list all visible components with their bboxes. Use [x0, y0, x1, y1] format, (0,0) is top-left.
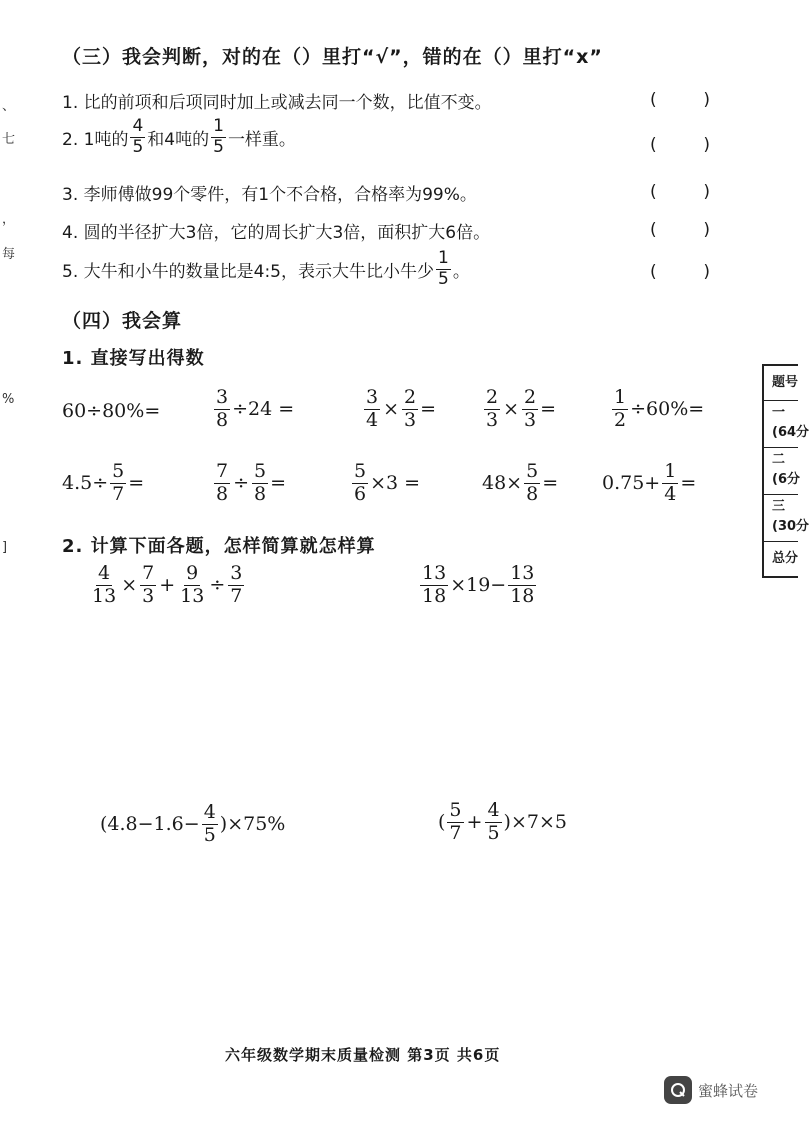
fraction: $\frac{7}{8}$ [216, 460, 229, 505]
fraction: $\frac{3}{7}$ [230, 562, 243, 607]
oral-calc-2-3: $\frac{5}{6}$ ×3 = [354, 460, 421, 505]
fraction: $\frac{4}{5}$ [132, 116, 144, 157]
oral-calc-1-1: 60÷80%= [62, 400, 161, 422]
oral-calc-1-5: $\frac{1}{2}$ ÷60%= [614, 386, 705, 431]
fraction: $\frac{3}{4}$ [366, 386, 379, 431]
calc-problem-3: (4.8−1.6− $\frac{4}{5}$ )×75% [100, 801, 286, 846]
judge-item-4: 4. 圆的半径扩大3倍，它的周长扩大3倍，面积扩大6倍。 [62, 223, 491, 243]
fraction: $\frac{4}{5}$ [203, 801, 216, 846]
judge-item-3: 3. 李师傅做99个零件，有1个不合格，合格率为99%。 [62, 185, 477, 205]
calc-problem-1: $\frac{4}{13}$ × $\frac{7}{3}$ + $\frac{9}{13}$ ÷ $\frac{3}{7}$ [92, 562, 243, 607]
fraction: $\frac{7}{3}$ [142, 562, 155, 607]
fraction: $\frac{4}{5}$ [487, 799, 500, 844]
sub-title-1: 1. 直接写出得数 [62, 348, 205, 369]
fraction: $\frac{9}{13}$ [180, 562, 205, 607]
fraction: $\frac{3}{8}$ [216, 386, 229, 431]
fraction: $\frac{4}{13}$ [92, 562, 117, 607]
edge-mark: 、 [2, 99, 16, 114]
answer-paren-2[interactable]: ( ) [650, 135, 710, 155]
oral-calc-1-4: $\frac{2}{3}$ × $\frac{2}{3}$ = [486, 386, 557, 431]
answer-paren-4[interactable]: ( ) [650, 220, 710, 240]
fraction: $\frac{1}{5}$ [437, 248, 449, 289]
answer-paren-3[interactable]: ( ) [650, 182, 710, 202]
oral-calc-2-4: 48× $\frac{5}{8}$ = [482, 460, 559, 505]
judge-item-5: 5. 大牛和小牛的数量比是4:5，表示大牛比小牛少 $\frac{1}{5}$ 。 [62, 248, 470, 289]
fraction: $\frac{2}{3}$ [524, 386, 537, 431]
judge-item-1: 1. 比的前项和后项同时加上或减去同一个数，比值不变。 [62, 93, 492, 113]
fraction: $\frac{5}{6}$ [354, 460, 367, 505]
edge-mark: % [2, 392, 15, 407]
oral-calc-2-5: 0.75+ $\frac{1}{4}$ = [602, 460, 697, 505]
judge-item-2: 2. 1吨的 $\frac{4}{5}$ 和4吨的 $\frac{1}{5}$ 一样重。 [62, 116, 296, 157]
watermark-logo [664, 1076, 758, 1104]
fraction: $\frac{13}{18}$ [422, 562, 447, 607]
score-table [762, 364, 809, 578]
score-table-cell: 总分 [772, 551, 799, 566]
edge-mark: 每 [2, 247, 16, 262]
answer-paren-5[interactable]: ( ) [650, 262, 710, 282]
score-table-cell: 二 (6分 [764, 448, 798, 495]
page-footer: 六年级数学期末质量检测 第3页 共6页 [225, 1046, 501, 1064]
watermark-text: 蜜蜂试卷 [698, 1081, 759, 1100]
fraction: $\frac{1}{2}$ [614, 386, 627, 431]
fraction: $\frac{5}{8}$ [254, 460, 267, 505]
answer-paren-1[interactable]: ( ) [650, 90, 710, 110]
edge-mark: ， [2, 212, 16, 227]
fraction: $\frac{5}{8}$ [526, 460, 539, 505]
fraction: $\frac{1}{4}$ [664, 460, 677, 505]
calc-problem-4: ( $\frac{5}{7}$ + $\frac{4}{5}$ )×7×5 [438, 799, 567, 844]
calc-problem-2: $\frac{13}{18}$ ×19− $\frac{13}{18}$ [422, 562, 535, 607]
score-table-cell: 一 (64分 [764, 401, 798, 448]
fraction: $\frac{1}{5}$ [213, 116, 224, 157]
edge-mark: 七 [2, 132, 16, 147]
section3-title: （三）我会判断，对的在（）里打“√”，错的在（）里打“x” [62, 46, 603, 68]
score-table-cell: 题号 [764, 366, 798, 401]
score-table-cell: 三 (30分 [764, 495, 798, 542]
edge-mark: ] [2, 540, 8, 555]
oral-calc-1-3: $\frac{3}{4}$ × $\frac{2}{3}$ = [366, 386, 437, 431]
oral-calc-1-2: $\frac{3}{8}$ ÷24 = [216, 386, 295, 431]
oral-calc-2-1: 4.5÷ $\frac{5}{7}$ = [62, 460, 145, 505]
fraction: $\frac{5}{7}$ [112, 460, 125, 505]
fraction: $\frac{5}{7}$ [449, 799, 462, 844]
bee-logo-icon [664, 1076, 692, 1104]
fraction: $\frac{2}{3}$ [404, 386, 417, 431]
fraction: $\frac{13}{18}$ [510, 562, 535, 607]
section4-title: （四）我会算 [62, 310, 183, 332]
fraction: $\frac{2}{3}$ [486, 386, 499, 431]
oral-calc-2-2: $\frac{7}{8}$ ÷ $\frac{5}{8}$ = [216, 460, 287, 505]
sub-title-2: 2. 计算下面各题，怎样简算就怎样算 [62, 536, 376, 557]
